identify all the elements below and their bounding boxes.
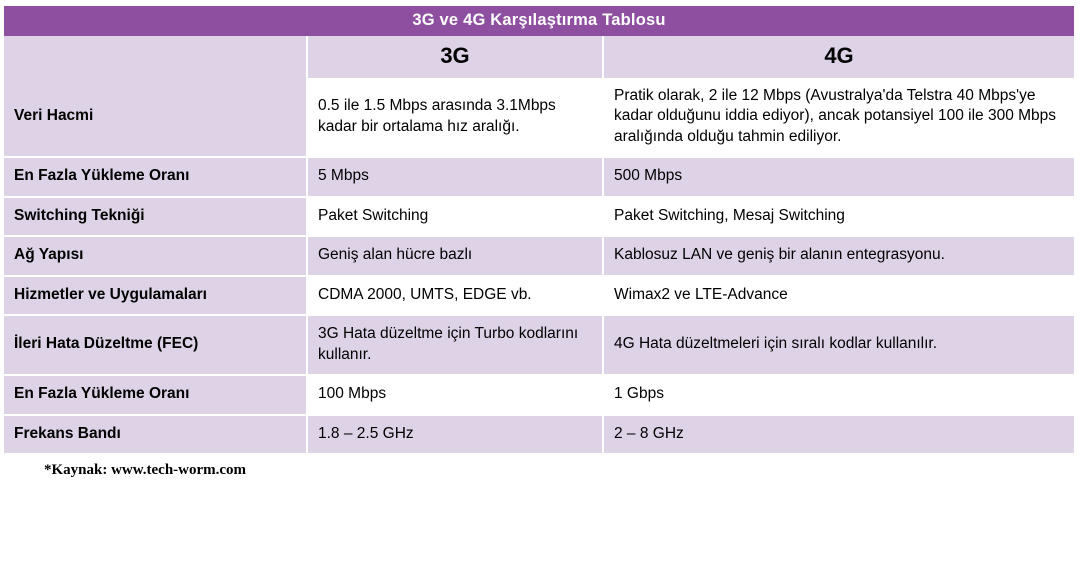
row-label-en-fazla-yukleme-orani-1: En Fazla Yükleme Oranı <box>4 157 307 196</box>
column-header-feature <box>4 36 307 78</box>
cell-4g-en-fazla-yukleme-orani-2: 1 Gbps <box>603 375 1074 414</box>
table-row <box>4 415 1074 454</box>
row-label-veri-hacmi: Veri Hacmi <box>4 78 307 157</box>
table-row <box>4 236 1074 275</box>
row-label-switching-teknigi: Switching Tekniği <box>4 197 307 236</box>
column-header-4g: 4G <box>603 36 1074 78</box>
cell-4g-hizmetler-ve-uygulamalari: Wimax2 ve LTE-Advance <box>603 276 1074 315</box>
cell-4g-en-fazla-yukleme-orani-1: 500 Mbps <box>603 157 1074 196</box>
row-label-ag-yapisi: Ağ Yapısı <box>4 236 307 275</box>
cell-3g-veri-hacmi: 0.5 ile 1.5 Mbps arasında 3.1Mbps kadar bir ortalama hız aralığı. <box>307 78 603 157</box>
cell-3g-switching-teknigi: Paket Switching <box>307 197 603 236</box>
cell-4g-ag-yapisi: Kablosuz LAN ve geniş bir alanın entegrasyonu. <box>603 236 1074 275</box>
row-label-en-fazla-yukleme-orani-2: En Fazla Yükleme Oranı <box>4 375 307 414</box>
table-row <box>4 276 1074 315</box>
cell-3g-en-fazla-yukleme-orani-1: 5 Mbps <box>307 157 603 196</box>
cell-3g-frekans-bandi: 1.8 – 2.5 GHz <box>307 415 603 454</box>
row-label-ileri-hata-duzeltme: İleri Hata Düzeltme (FEC) <box>4 315 307 375</box>
cell-4g-switching-teknigi: Paket Switching, Mesaj Switching <box>603 197 1074 236</box>
cell-3g-en-fazla-yukleme-orani-2: 100 Mbps <box>307 375 603 414</box>
cell-4g-ileri-hata-duzeltme: 4G Hata düzeltmeleri için sıralı kodlar kullanılır. <box>603 315 1074 375</box>
table-title-row <box>4 6 1074 36</box>
table-title: 3G ve 4G Karşılaştırma Tablosu <box>4 6 1074 36</box>
table-row <box>4 375 1074 414</box>
table-row <box>4 315 1074 375</box>
row-label-hizmetler-ve-uygulamalari: Hizmetler ve Uygulamaları <box>4 276 307 315</box>
table-row <box>4 157 1074 196</box>
table-row <box>4 197 1074 236</box>
table-row <box>4 78 1074 157</box>
column-header-3g: 3G <box>307 36 603 78</box>
cell-3g-ileri-hata-duzeltme: 3G Hata düzeltme için Turbo kodlarını kullanır. <box>307 315 603 375</box>
comparison-table <box>4 6 1074 455</box>
cell-4g-frekans-bandi: 2 – 8 GHz <box>603 415 1074 454</box>
table-header-row <box>4 36 1074 78</box>
row-label-frekans-bandi: Frekans Bandı <box>4 415 307 454</box>
comparison-table-page <box>0 6 1080 564</box>
cell-3g-ag-yapisi: Geniş alan hücre bazlı <box>307 236 603 275</box>
source-note: *Kaynak: www.tech-worm.com <box>44 461 247 478</box>
cell-4g-veri-hacmi: Pratik olarak, 2 ile 12 Mbps (Avustralya'da Telstra 40 Mbps'ye kadar olduğunu iddia ediyor), ancak potansiyel 100 ile 300 Mbps aralığında olduğu tahmin ediliyor. <box>603 78 1074 157</box>
cell-3g-hizmetler-ve-uygulamalari: CDMA 2000, UMTS, EDGE vb. <box>307 276 603 315</box>
